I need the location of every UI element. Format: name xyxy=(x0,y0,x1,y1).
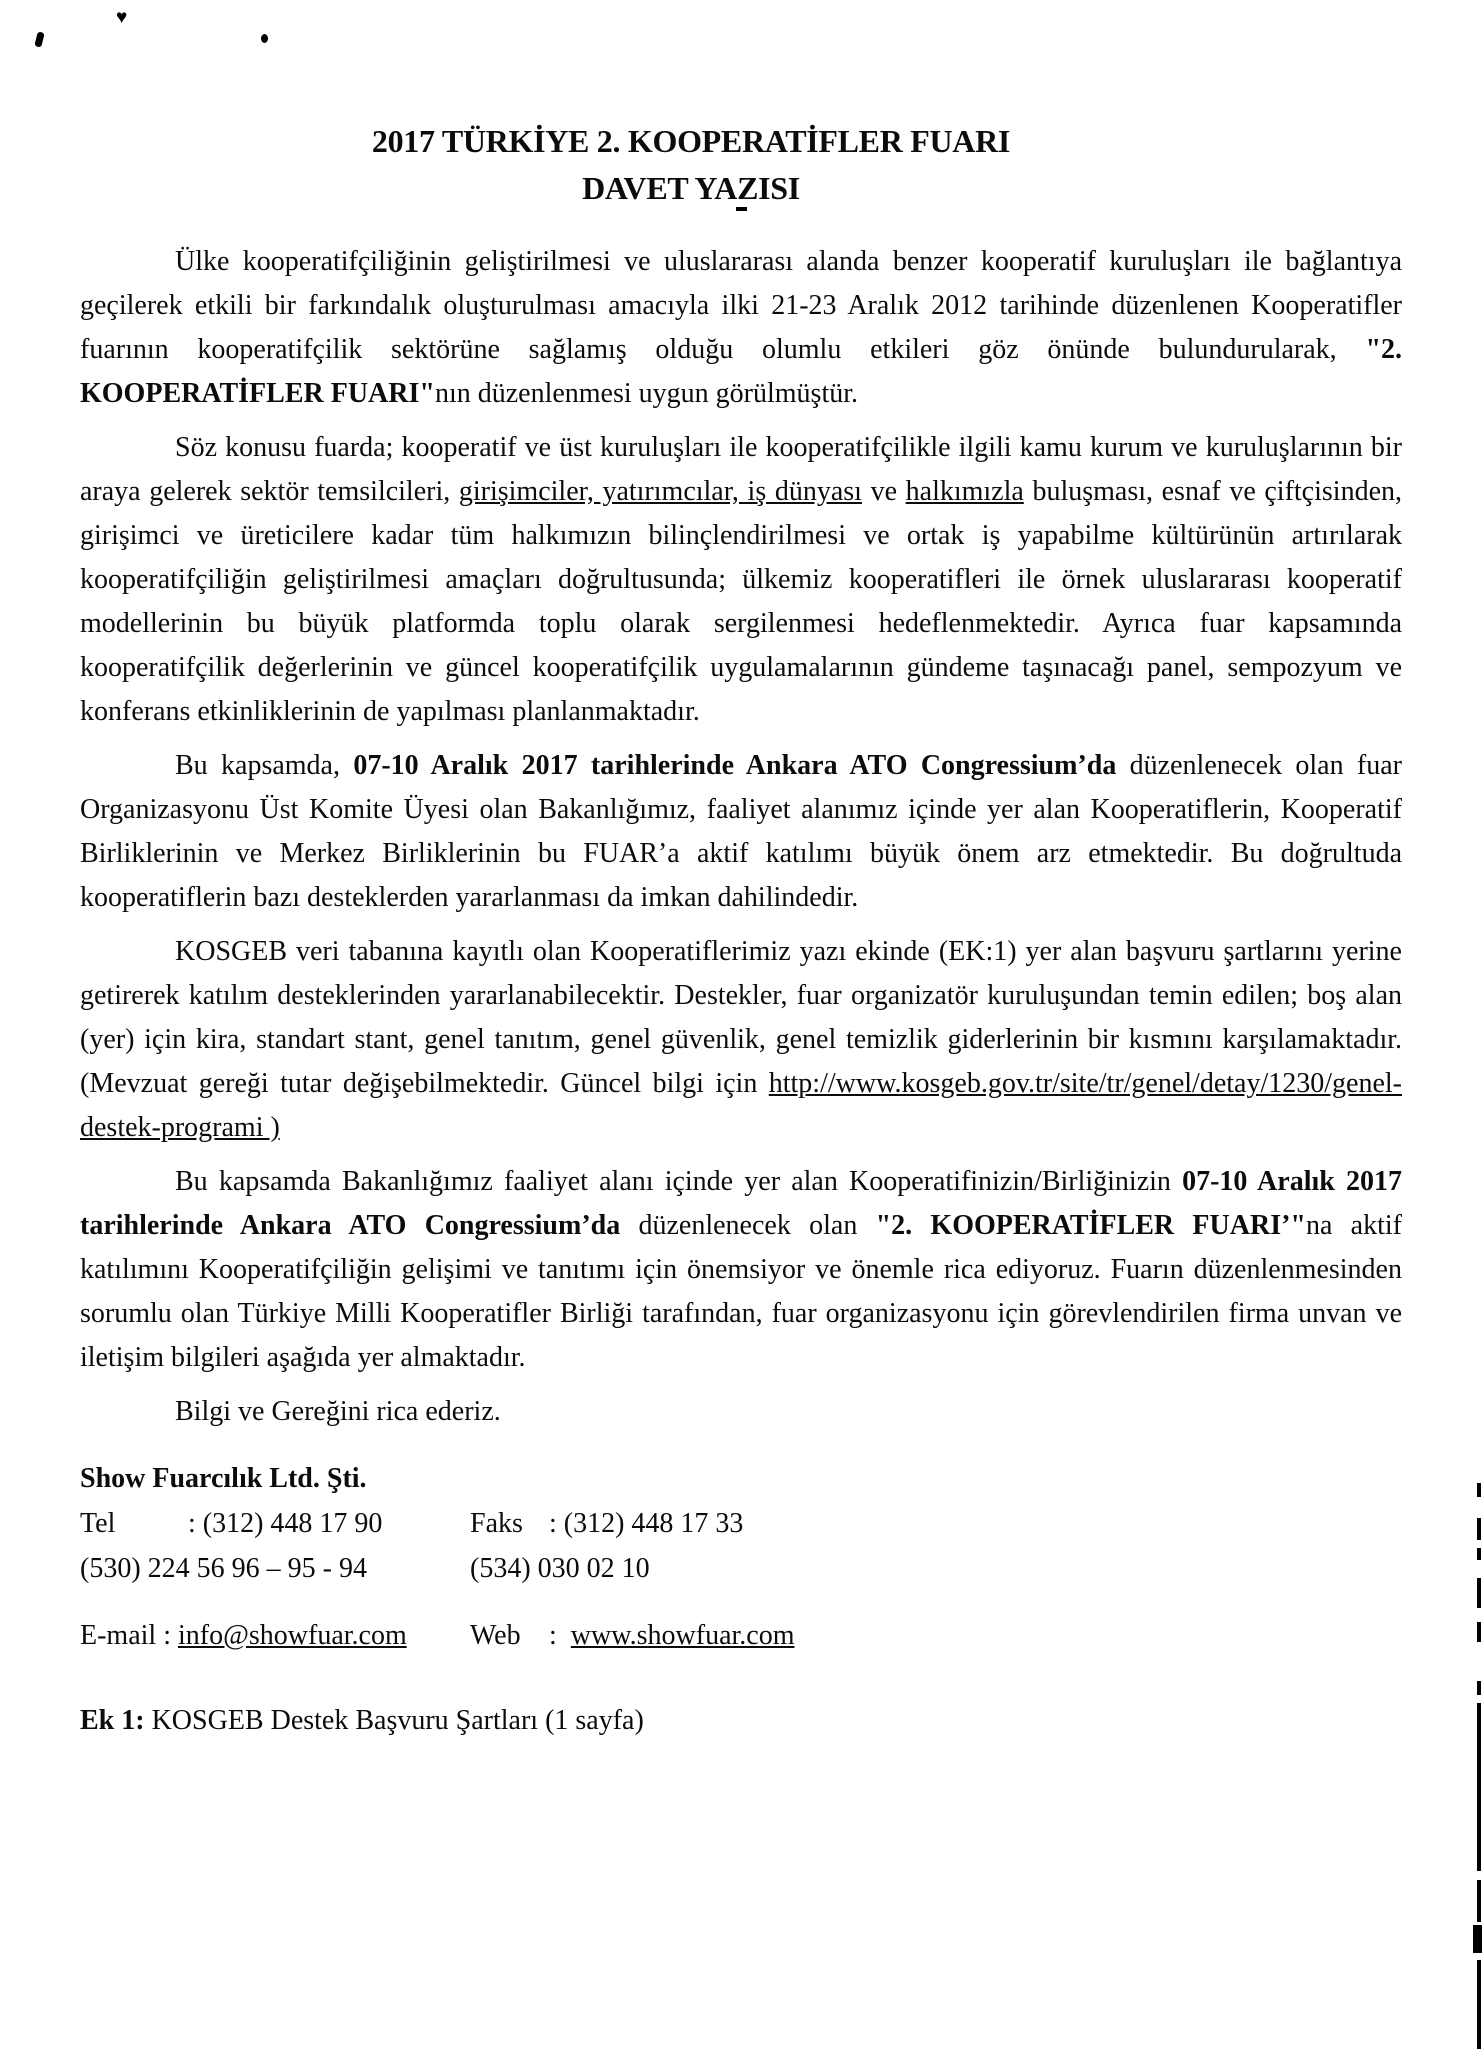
mobile-left: (530) 224 56 96 – 95 - 94 xyxy=(80,1553,367,1584)
document-title xyxy=(80,118,1302,212)
faks-value: : (312) 448 17 33 xyxy=(549,1508,744,1539)
web-label: Web xyxy=(470,1620,521,1651)
scan-edge-mark xyxy=(1477,1622,1481,1642)
scan-edge-mark xyxy=(1477,1703,1481,1871)
mobile-line xyxy=(80,1546,1402,1591)
phone-line xyxy=(80,1501,1402,1546)
faks-label: Faks xyxy=(470,1508,523,1539)
scan-edge-mark xyxy=(1477,1681,1481,1695)
paragraph: Bu kapsamda Bakanlığımız faaliyet alanı içinde yer alan Kooperatifinizin/Birliğinizin 07-10 Aralık 2017 tarihlerinde Ankara ATO Congressium’da düzenlenecek olan "2. KOOPERATİFLER FUARI’"na aktif katılımını Kooperatifçiliğin gelişimi ve tanıtımı için önemsiyor ve önemle rica ediyoruz. Fuarın düzenlenmesinden sorumlu olan Türkiye Milli Kooperatifler Birliği tarafından, fuar organizasyonu için görevlendirilen firma unvan ve iletişim bilgileri aşağıda yer almaktadır. xyxy=(80,1166,1402,1373)
scan-edge-mark xyxy=(1477,1578,1481,1608)
letter-body xyxy=(80,240,1402,1743)
signature-block xyxy=(80,1456,1402,1743)
attachment-line xyxy=(80,1698,1402,1743)
scan-edge-mark xyxy=(1477,1880,1481,1922)
email-web-line xyxy=(80,1613,1402,1658)
email-label: E-mail : xyxy=(80,1620,171,1651)
scan-edge-mark xyxy=(1473,1925,1482,1953)
title-line-2: DAVET YAZISI xyxy=(582,170,800,206)
ink-speck xyxy=(34,31,44,47)
closing-line: Bilgi ve Gereğini rica ederiz. xyxy=(175,1396,501,1427)
scan-edge-mark xyxy=(1477,1548,1481,1560)
web-colon: : xyxy=(549,1620,557,1651)
ink-speck: ♥ xyxy=(116,7,128,28)
paragraph: Bu kapsamda, 07-10 Aralık 2017 tarihlerinde Ankara ATO Congressium’da düzenlenecek olan fuar Organizasyonu Üst Komite Üyesi olan Bakanlığımız, faaliyet alanımız içinde yer alan Kooperatiflerin, Kooperatif Birliklerinin ve Merkez Birliklerinin bu FUAR’a aktif katılımı büyük önem arz etmektedir. Bu doğrultuda kooperatiflerin bazı desteklerden yararlanması da imkan dahilindedir. xyxy=(80,750,1402,913)
attachment-text: KOSGEB Destek Başvuru Şartları (1 sayfa) xyxy=(151,1705,644,1736)
web-link: www.showfuar.com xyxy=(570,1620,795,1651)
attachment-label: Ek 1: xyxy=(80,1705,145,1736)
paragraph: Ülke kooperatifçiliğinin geliştirilmesi ve uluslararası alanda benzer kooperatif kuruluşları ile bağlantıya geçilerek etkili bir farkındalık oluşturulması amacıyla ilki 21-23 Aralık 2012 tarihinde düzenlenen Kooperatifler fuarının kooperatifçilik sektörüne sağlamış olduğu olumlu etkileri göz önünde bulundurularak, "2. KOOPERATİFLER FUARI"nın düzenlenmesi uygun görülmüştür. xyxy=(80,246,1402,409)
email-link: info@showfuar.com xyxy=(177,1620,407,1651)
scan-edge-mark xyxy=(1477,1518,1481,1540)
title-line-1: 2017 TÜRKİYE 2. KOOPERATİFLER FUARI xyxy=(371,123,1011,159)
tel-label: Tel xyxy=(80,1508,116,1539)
title-underscore-mark xyxy=(736,207,747,211)
mobile-right: (534) 030 02 10 xyxy=(470,1553,650,1584)
scan-edge-mark xyxy=(1477,1483,1481,1497)
scan-edge-mark xyxy=(1477,1960,1481,2049)
paragraph: Söz konusu fuarda; kooperatif ve üst kuruluşları ile kooperatifçilikle ilgili kamu kurum ve kuruluşlarının bir araya gelerek sektör temsilcileri, girişimciler, yatırımcılar, iş dünyası ve halkımızla buluşması, esnaf ve çiftçisinden, girişimci ve üreticilere kadar tüm halkımızın bilinçlendirilmesi ve ortak iş yapabilme kültürünün artırılarak kooperatifçiliğin geliştirilmesi amaçları doğrultusunda; ülkemiz kooperatifleri ile örnek uluslararası kooperatif modellerinin bu büyük platformda toplu olarak sergilenmesi hedeflenmektedir. Ayrıca fuar kapsamında kooperatifçilik değerlerinin ve güncel kooperatifçilik uygulamalarının gündeme taşınacağı panel, sempozyum ve konferans etkinliklerinin de yapılması planlanmaktadır. xyxy=(80,432,1402,727)
company-name: Show Fuarcılık Ltd. Şti. xyxy=(80,1463,367,1494)
ink-speck xyxy=(261,34,268,43)
tel-value: : (312) 448 17 90 xyxy=(188,1508,383,1539)
paragraph: KOSGEB veri tabanına kayıtlı olan Kooperatiflerimiz yazı ekinde (EK:1) yer alan başvuru şartlarını yerine getirerek katılım desteklerinden yararlanabilecektir. Destekler, fuar organizatör kuruluşundan temin edilen; boş alan (yer) için kira, standart stant, genel tanıtım, genel güvenlik, genel temizlik giderlerinin bir kısmını karşılamaktadır. (Mevzuat gereği tutar değişebilmektedir. Güncel bilgi için http://www.kosgeb.gov.tr/site/tr/genel/detay/1230/genel-destek-programi ) xyxy=(80,936,1402,1143)
